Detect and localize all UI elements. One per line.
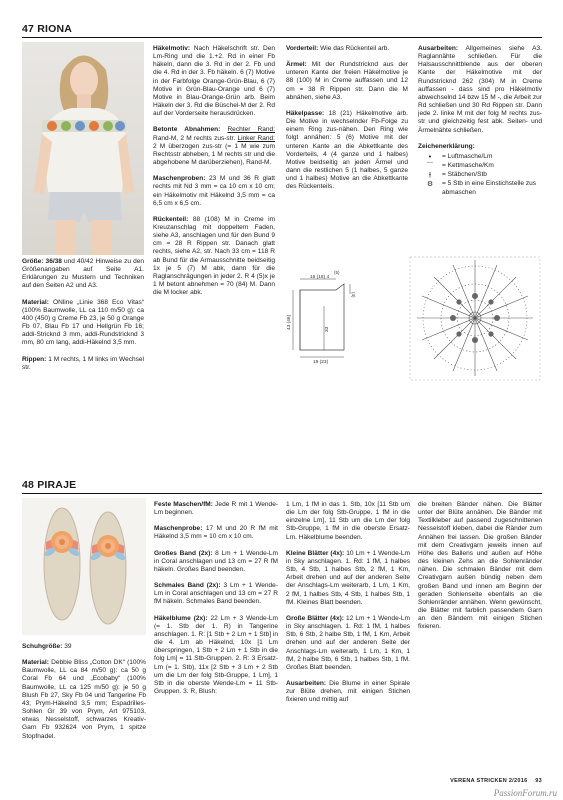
legend-item: ⚙ = 5 Stb in eine Einstichstelle zus abmaschen xyxy=(418,180,542,196)
grosse-blaetter-text: 12 Lm + 1 Wende-Lm in Sky anschlagen. 1. Rd: 1 fM, 1 halbes Stb, 6 Stb, 2 halbe Stb, 1 fM, 1 Km, Arbeit drehen und auf der anderen Seite der Anschlags-Lm weiterarb, 1 Lm, 1 Km, 1 fM, 2 halbe Stb, 6 Stb, 1 halbes Stb, 1 fM. Großes Blatt beenden. xyxy=(286,614,410,671)
legend-title: Zeichenerklärung: xyxy=(418,142,475,150)
haekelpasse-text: 18 (21) Häkelmotive arb. Die Motive in wechselnder Fb-Folge zu einem Ring zus-nähen. Den Ring wie folgt annähen: 5 (6) Motive mit der unteren Kante an die Abkettkante des Vorderteils, 4 (4 ganze und 1 halbes) Motive beidseitig an jeden Ärmel und dann die restlichen 5 (1 halbes, 5 ganze und 1 halbes) Motive an die Abkettkante des Rückenteils. xyxy=(286,109,408,191)
section-title-riona: 47 RIONA xyxy=(22,23,73,35)
legend-item: ⌒ = Kettmasche/Km xyxy=(418,162,542,170)
piraje-column-2 xyxy=(154,501,278,696)
haekelblume-cont-text: 1 Lm, 1 fM in das 1. Stb, 10x [11 Stb um die Lm der folg Stb-Gruppe, 1 fM in die einzelne Lm], 11 Stb um die Lm der folg Stb-Gruppe, 1 fM in die oberste Ersatz-Lm. Häkelblume beenden. xyxy=(286,501,410,541)
schematic-bottom-label: 19 (23) xyxy=(313,360,329,365)
page-footer xyxy=(280,778,542,788)
abnahmen-label: Betonte Abnahmen: xyxy=(153,126,221,134)
schematic-inner-height: 33 xyxy=(325,326,330,332)
section-rule-piraje xyxy=(22,493,542,494)
shoe-size-label: Schuhgröße: xyxy=(22,643,63,650)
haekelblume-text: 22 Lm + 3 Wende-Lm (= 1. Stb der 1. R) in Tangerine anschlagen. 1. R: [1 Stb + 2 Lm + 1 Stb] in die 4. Lm ab Häkelnd, 10x [1 Lm überspringen, 1 Stb + 2 Lm + 1 Stb in die folg Lm] = 11 Stb-Gruppen. 2. R: 3 Ersatz-Lm (= 1. Stb), 11x [2 Stb + 3 Lm + 2 Stb um die Lm der folg Stb-Gruppe, 1 Lm], 1 Stb in die oberste Wende-Lm = 11 Stb-Gruppen. 3. R, Blush: xyxy=(154,614,278,695)
abnahmen-right-label: Rechter Rand: xyxy=(227,126,275,134)
piraje-espadrilles-photo xyxy=(22,498,146,635)
piraje-column-1 xyxy=(22,643,146,741)
piraje-maschenprobe-text: 17 M und 20 R fM mit Häkelnd 3,5 mm = 10 cm x 10 cm. xyxy=(154,525,278,541)
piraje-ausarbeiten-text: Die Blume in einer Spirale zur Blüte drehen, mit einigen Stichen fixieren und mittig auf xyxy=(286,679,410,704)
material-label: Material: xyxy=(22,298,49,306)
schmales-band-label: Schmales Band (2x): xyxy=(154,582,221,590)
size-rest: und 40/42 xyxy=(61,258,94,265)
chain-stitch-icon: • xyxy=(427,152,433,161)
feste-maschen-label: Feste Maschen/fM: xyxy=(154,501,213,508)
riona-column-1 xyxy=(22,258,144,372)
piraje-maschenprobe-label: Maschenprobe: xyxy=(154,525,203,533)
piraje-column-4 xyxy=(418,501,542,632)
size-hint: Hinweise zu den Größenangaben auf Seite A1. Erklärungen zu Mustern und Techniken auf den Seiten A2 und A3. xyxy=(22,258,145,290)
grosses-band-label: Großes Band (2x): xyxy=(154,549,213,557)
magazine-name: VERENA STRICKEN 2/2016 xyxy=(450,778,528,784)
riona-column-4 xyxy=(418,45,542,198)
maschenproben-label: Maschenproben: xyxy=(153,175,206,183)
grosses-band-text: 8 Lm + 1 Wende-Lm in Coral anschlagen und 13 cm = 27 R fM häkeln. Großes Band beenden. xyxy=(154,549,278,573)
kleine-blaetter-text: 10 Lm + 1 Wende-Lm in Sky anschlagen. 1. Rd: 1 fM, 1 halbes Stb, 4 Stb, 1 halbes Stb, 2 fM, 1 Km, Arbeit drehen und auf der anderen Seite der Anschlags-Lm weiterarb, 1 Lm, 1 Km, 2 fM, 1 halbes Stb, 4 Stb, 1 halbes Stb, 1 fM. Kleines Blatt beenden. xyxy=(286,549,410,606)
vorderteil-text: Wie das Rückenteil arb. xyxy=(320,45,390,52)
size-label: Größe: xyxy=(22,258,44,265)
piraje-ausarbeiten-cont: die breiten Bänder nähen. Die Blätter unter der Blüte annähen. Die Bänder mit Textilkleber auf passend zugeschnittenen Nesselstoff kleben, dabei die Ränder zum Annähen frei lassen. Die großen Bänder mit dem Creativgarn jeweils innen auf Höhe des Ballens und außen auf Höhe des kleinen Zehs an die Sohlenränder nähen. Die schmalen Bänder mit dem Creativgarn außen bündig neben dem großen Band und innen am Beginn der geraden Sohlenseite ebenfalls an die Sohlenränder annähen. Wenn gewünscht, die Blätter mit farblich passendem Garn an den Bändern mit einigen Stichen fixieren. xyxy=(418,501,542,631)
abnahmen-left-label: Linker Rand: xyxy=(237,134,275,142)
page-number: 93 xyxy=(535,778,542,784)
rippen-text: 1 M rechts, 1 M links im Wechsel str. xyxy=(22,355,144,371)
legend-item: • = Luftmasche/Lm xyxy=(418,153,542,161)
piraje-material-text: Debbie Bliss „Cotton DK“ (100% Baumwolle, LL ca 84 m/50 g): ca 50 g Coral Fb 64 und „Ecobaby“ (100% Baumwolle, LL ca 125 m/50 g): je 50 g Blush Fb 27, Sky Fb 04 und Tangerine Fb 43; Prym-Häkelnd 3,5 mm; Espadrilles-Sohlen Gr 39 von Prym, Art 975103, etwas Nesselstoff, schwarzes Kreativ-Garn Fb 932624 von Prym, 1 spitze Stopfnadel. xyxy=(22,659,146,740)
section-rule-riona xyxy=(22,37,542,38)
riona-model-photo xyxy=(22,42,144,255)
aermel-label: Ärmel: xyxy=(286,61,307,69)
rueckenteil-label: Rückenteil: xyxy=(153,215,189,223)
piraje-ausarbeiten-label: Ausarbeiten: xyxy=(286,679,327,687)
riona-column-3 xyxy=(286,45,408,192)
legend-item: ⫲ = Stäbchen/Stb xyxy=(418,171,542,179)
feste-maschen-text: Jede R mit 1 Wende-Lm beginnen. xyxy=(154,501,279,517)
haekelmotiv-text: Nach Häkelschrift str. Den Lm-Ring und die 1.+2. Rd in einer Fb häkeln, dann die 3. Rd in der 2. Fb und die 4. Rd in der 3. Fb häkeln. 6 (7) Motive in der Farbfolge Orange-Grün-Blau, 6 (7) Motive in Grün-Blau-Orange und 6 (7) Motive in Blau-Orange-Grün arb. Beim Häkeln der 3. Rd die Büschel-M der 2. Rd auf der Vorderseite herausdrücken. xyxy=(153,45,275,118)
cluster-stitch-icon: ⚙ xyxy=(426,180,434,189)
symbol-legend xyxy=(418,153,542,197)
schematic-top-label: 15 (18) 4 xyxy=(310,275,330,280)
rippen-label: Rippen: xyxy=(22,355,47,363)
watermark: PassionForum.ru xyxy=(493,788,557,798)
ausarbeiten-text: Allgemeines siehe A3. Raglannähte schließen. Für die Halsausschnittblende aus der oberen Kante der Häkelmotive mit der Rundstricknd 262 (304) M in Creme auffassen - dass sind pro Häkelmotiv abwechselnd 14 bzw 15 M -, die Arbeit zur Rd schließen und 30 Rd Rippen str. Dann jede 2. linke M mit der folg M rechts zus-str und gleichzeitig fest abk. Seiten- und Ärmelnähte schließen. xyxy=(418,45,542,134)
haekelblume-label: Häkelblume (2x): xyxy=(154,614,208,622)
garment-schematic xyxy=(288,270,388,365)
size-value: 36/38 xyxy=(45,258,62,265)
section-title-piraje: 48 PIRAJE xyxy=(22,479,77,491)
material-text: ONline „Linie 368 Eco Vitas“ (100% Baumwolle, LL ca 110 m/50 g): ca 400 (450) g Creme Fb 23, je 50 g Orange Fb 07, Blau Fb 17 und Hellgrün Fb 16; addi-Stricknd 3 mm, addi-Rundstricknd 3 mm, 80 cm lang, addi-Häkelnd 3,5 mm. xyxy=(22,298,144,347)
haekelmotiv-label: Häkelmotiv: xyxy=(153,45,191,52)
crochet-chart xyxy=(408,255,542,382)
haekelpasse-label: Häkelpasse: xyxy=(286,109,325,117)
rueckenteil-text: 88 (108) M in Creme im Kreuzanschlag mit doppeltem Faden, siehe A3, anschlagen und für den Bund 9 cm = 28 R Rippen str. Danach glatt rechts, siehe A2, str. Nach 33 cm = 118 R ab Bund für die Armausschnitte beidseitig 1x je 5 (7) M abk, dann für die Raglanschrägungen in jeder 2. R 4 (5)x je 1 M betont abnehmen = 70 (84) M. Dann die M locker abk. xyxy=(153,215,275,297)
maschenproben-text: 23 M und 36 R glatt rechts mit Nd 3 mm = ca 10 cm x 10 cm; ein Häkelmotiv mit Häkelnd 3,5 mm = ca 6,5 cm x 6,5 cm. xyxy=(153,175,275,207)
riona-column-2 xyxy=(153,45,275,297)
abnahmen-left-text: 2 M überzogen zus-str (= 1 M wie zum Rechtsstr abheben, 1 M rechts str und die abgehobene M darüberziehen), Rand-M. xyxy=(153,142,275,167)
vorderteil-label: Vorderteil: xyxy=(286,45,319,52)
shoe-size-value: 39 xyxy=(64,643,72,650)
piraje-material-label: Material: xyxy=(22,659,49,667)
grosse-blaetter-label: Große Blätter (4x): xyxy=(286,614,344,622)
kleine-blaetter-label: Kleine Blätter (4x): xyxy=(286,549,345,557)
double-crochet-icon: ⫲ xyxy=(428,171,432,180)
schematic-left-height: 43 (46) xyxy=(287,314,292,330)
abnahmen-right-text: Rand-M, 2 M rechts zus-str. xyxy=(153,134,236,142)
aermel-text: Mit der Rundstricknd aus der unteren Kante der freien Häkelmotive je 88 (100) M in Creme auffassen und 12 cm = 38 R Rippen str. Dann die M abnähen, siehe A3. xyxy=(286,61,408,101)
schematic-top-offset: (5) xyxy=(334,270,340,275)
slip-stitch-icon: ⌒ xyxy=(426,162,434,171)
schmales-band-text: 3 Lm + 1 Wende-Lm in Coral anschlagen und 13 cm = 27 R fM häkeln. Schmales Band beenden. xyxy=(154,582,278,606)
ausarbeiten-label: Ausarbeiten: xyxy=(418,45,459,52)
piraje-column-3 xyxy=(286,501,410,704)
schematic-side-offset: (4) xyxy=(351,292,356,298)
